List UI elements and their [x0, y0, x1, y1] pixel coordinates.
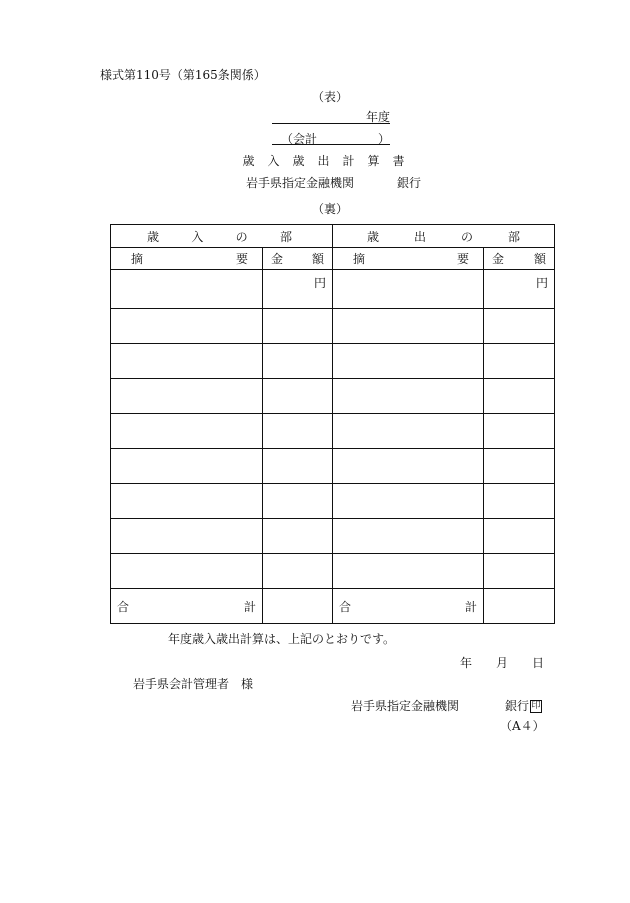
revenue-summary-header: 摘 要 [111, 248, 263, 270]
revenue-summary-cell[interactable] [111, 414, 263, 449]
revenue-summary-cell[interactable] [111, 554, 263, 589]
expenditure-total-label: 合 計 [333, 589, 484, 624]
table-row [111, 344, 555, 379]
revenue-total-label: 合 計 [111, 589, 263, 624]
fiscal-year-underline [272, 123, 390, 124]
revenue-amount-cell[interactable] [263, 379, 333, 414]
expenditure-section-header: 歳 出 の 部 [333, 225, 555, 248]
revenue-summary-cell[interactable] [111, 449, 263, 484]
footer-bank-suffix: 銀行 [505, 699, 530, 713]
expenditure-amount-cell[interactable] [484, 519, 555, 554]
expenditure-summary-cell[interactable] [333, 309, 484, 344]
fiscal-year-label: 年度 [365, 110, 390, 124]
date-year-label: 年 [460, 656, 473, 670]
revenue-summary-cell[interactable] [111, 270, 263, 309]
expenditure-amount-cell[interactable] [484, 270, 555, 309]
date-line [460, 654, 544, 671]
expenditure-amount-cell[interactable] [484, 379, 555, 414]
seal-icon: 印 [531, 701, 541, 711]
expenditure-summary-cell[interactable] [333, 484, 484, 519]
paper-size-label: （A４） [500, 719, 545, 733]
revenue-summary-cell[interactable] [111, 484, 263, 519]
date-month-label: 月 [496, 656, 509, 670]
revenue-amount-cell[interactable] [263, 309, 333, 344]
revenue-amount-cell[interactable] [263, 414, 333, 449]
expenditure-amount-header: 金 額 [484, 248, 555, 270]
revenue-amount-header: 金 額 [263, 248, 333, 270]
revenue-amount-cell[interactable] [263, 519, 333, 554]
expenditure-summary-cell[interactable] [333, 554, 484, 589]
revenue-section-header: 歳 入 の 部 [111, 225, 333, 248]
yen-unit-label: 円 [535, 276, 548, 290]
table-row [111, 484, 555, 519]
account-open-label: （会計 [281, 132, 318, 146]
revenue-amount-cell[interactable] [263, 344, 333, 379]
yen-unit-label: 円 [313, 276, 326, 290]
revenue-amount-cell[interactable] [263, 484, 333, 519]
bank-suffix: 銀行 [397, 176, 422, 190]
form-number: 様式第110号（第165条関係） [100, 68, 266, 82]
revenue-amount-cell[interactable] [263, 449, 333, 484]
total-row [111, 589, 555, 624]
table-row [111, 414, 555, 449]
table-row [111, 554, 555, 589]
revenue-amount-cell[interactable] [263, 270, 333, 309]
document-title: 歳入歳出計算書 [242, 154, 418, 168]
account-underline [272, 144, 390, 145]
footer-bank-suffix-with-seal [505, 697, 542, 714]
revenue-total-amount[interactable] [263, 589, 333, 624]
expenditure-amount-cell[interactable] [484, 554, 555, 589]
expenditure-summary-cell[interactable] [333, 449, 484, 484]
closing-statement: 年度歳入歳出計算は、上記のとおりです。 [168, 632, 396, 646]
table-row [111, 309, 555, 344]
expenditure-summary-cell[interactable] [333, 270, 484, 309]
back-side-label: （裏） [311, 202, 348, 216]
account-close-label: ） [378, 132, 391, 146]
expenditure-amount-cell[interactable] [484, 449, 555, 484]
table-row [111, 519, 555, 554]
expenditure-total-amount[interactable] [484, 589, 555, 624]
revenue-summary-cell[interactable] [111, 519, 263, 554]
revenue-summary-cell[interactable] [111, 379, 263, 414]
date-day-label: 日 [532, 656, 545, 670]
front-side-label: （表） [311, 90, 348, 104]
table-row [111, 379, 555, 414]
expenditure-summary-cell[interactable] [333, 344, 484, 379]
table-row [111, 449, 555, 484]
revenue-expenditure-table [110, 224, 555, 624]
expenditure-amount-cell[interactable] [484, 309, 555, 344]
revenue-amount-cell[interactable] [263, 554, 333, 589]
table-row [111, 270, 555, 309]
expenditure-summary-cell[interactable] [333, 519, 484, 554]
revenue-summary-cell[interactable] [111, 344, 263, 379]
expenditure-amount-cell[interactable] [484, 344, 555, 379]
footer-bank-name: 岩手県指定金融機関 [351, 699, 460, 713]
expenditure-amount-cell[interactable] [484, 484, 555, 519]
revenue-summary-cell[interactable] [111, 309, 263, 344]
expenditure-amount-cell[interactable] [484, 414, 555, 449]
expenditure-summary-cell[interactable] [333, 414, 484, 449]
expenditure-summary-cell[interactable] [333, 379, 484, 414]
expenditure-summary-header: 摘 要 [333, 248, 484, 270]
bank-name: 岩手県指定金融機関 [246, 176, 355, 190]
addressee: 岩手県会計管理者 様 [133, 677, 254, 691]
